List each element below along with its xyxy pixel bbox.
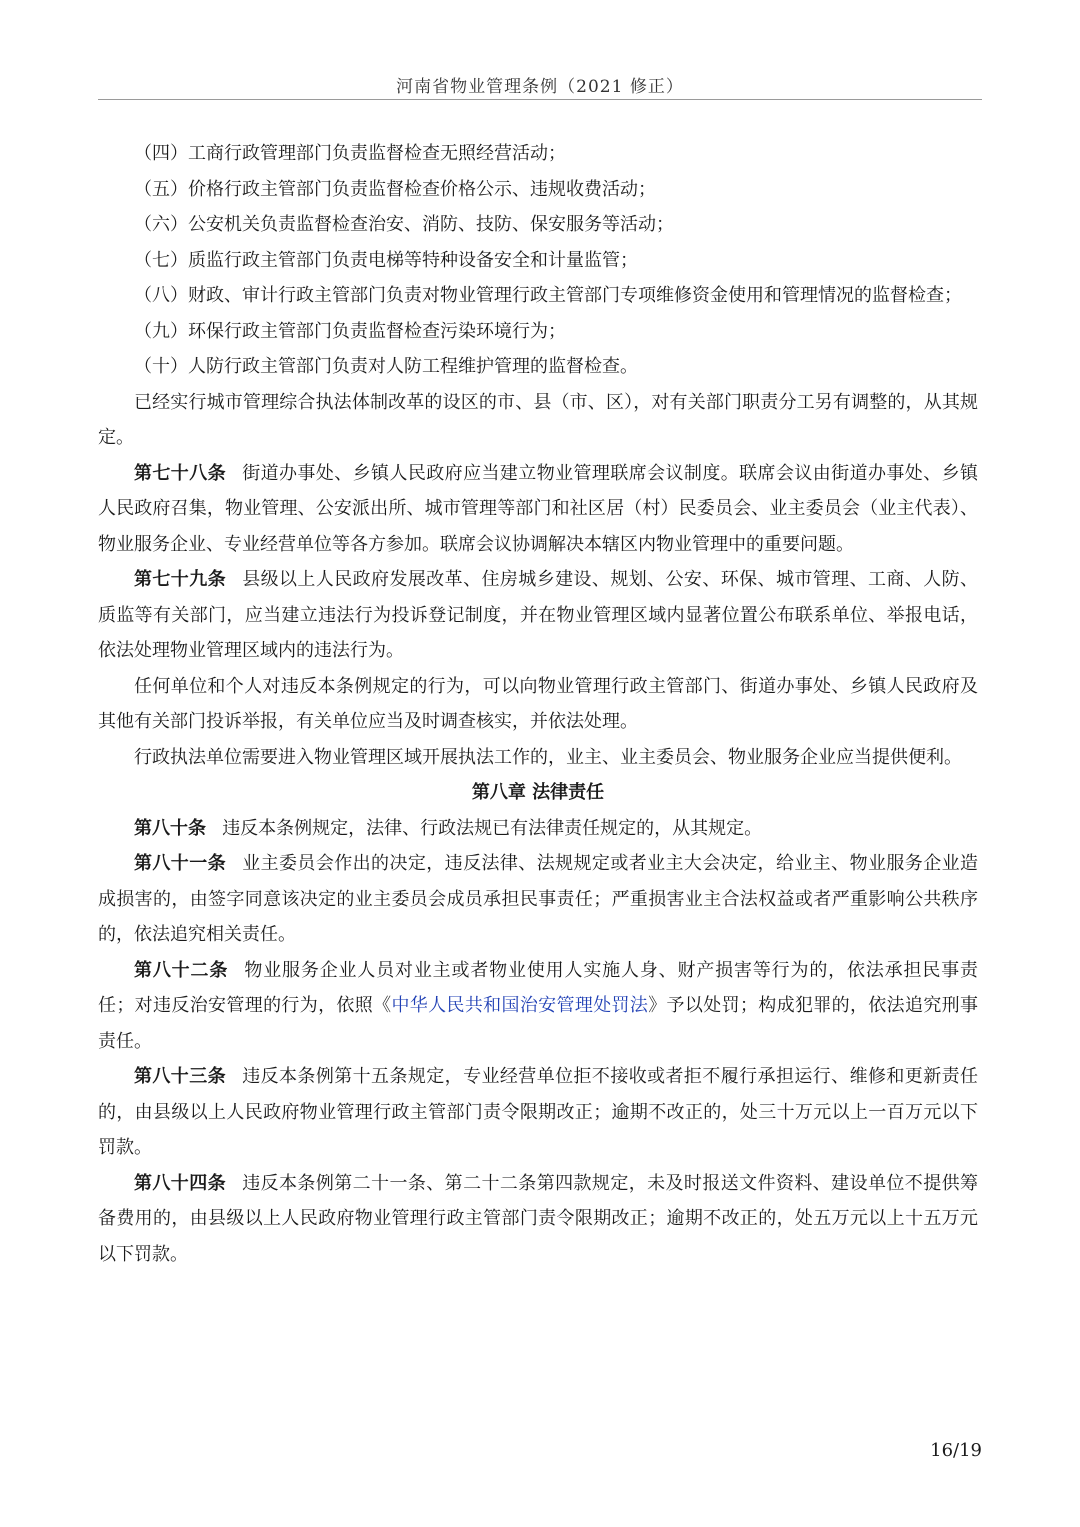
article-label: 第七十八条 — [134, 462, 227, 484]
article-83 — [98, 1059, 978, 1166]
article-text: 》予以处罚；构成犯罪的，依法追究刑事责任。 — [98, 995, 979, 1052]
item-5: （五）价格行政主管部门负责监督检查价格公示、违规收费活动； — [134, 178, 656, 200]
article-text: 违反本条例第十五条规定，专业经营单位拒不接收或者拒不履行承担运行、维修和更新责任的，由县级以上人民政府物业管理行政主管部门责令限期改正；逾期不改正的，处三十万元以上一百万元以下罚款。 — [98, 1066, 979, 1158]
chapter-heading: 第八章 法律责任 — [471, 782, 605, 803]
article-text: 业主委员会作出的决定，违反法律、法规规定或者业主大会决定，给业主、物业服务企业造成损害的，由签字同意该决定的业主委员会成员承担民事责任；严重损害业主合法权益或者严重影响公共秩序的，依法追究相关责任。 — [98, 853, 979, 945]
article-82 — [98, 953, 978, 1060]
law-link[interactable]: 中华人民共和国治安管理处罚法 — [391, 995, 649, 1016]
article-text: 违反本条例规定，法律、行政法规已有法律责任规定的，从其规定。 — [222, 817, 763, 839]
article-text: 违反本条例第二十一条、第二十二条第四款规定，未及时报送文件资料、建设单位不提供筹备费用的，由县级以上人民政府物业管理行政主管部门责令限期改正；逾期不改正的，处五万元以上十五万元以下罚款。 — [98, 1172, 979, 1265]
running-header: 河南省物业管理条例（2021 修正） — [396, 77, 684, 97]
article-label: 第七十九条 — [134, 569, 227, 590]
item-10: （十）人防行政主管部门负责对人防工程维护管理的监督检查。 — [134, 356, 638, 377]
article-81 — [98, 846, 978, 953]
article-text: 街道办事处、乡镇人民政府应当建立物业管理联席会议制度。联席会议由街道办事处、乡镇人民政府召集，物业管理、公安派出所、城市管理等部门和社区居（村）民委员会、业主委员会（业主代表）、物业服务企业、专业经营单位等各方参加。联席会议协调解决本辖区内物业管理中的重要问题。 — [98, 462, 979, 555]
article-84 — [98, 1166, 978, 1273]
item-7: （七）质监行政主管部门负责电梯等特种设备安全和计量监管； — [134, 249, 638, 271]
complaint-paragraph: 任何单位和个人对违反本条例规定的行为，可以向物业管理行政主管部门、街道办事处、乡镇人民政府及其他有关部门投诉举报，有关单位应当及时调查核实，并依法处理。 — [98, 675, 978, 732]
article-label: 第八十一条 — [134, 853, 227, 874]
article-label: 第八十条 — [134, 817, 206, 839]
document-body — [98, 136, 978, 1272]
article-label: 第八十二条 — [134, 959, 229, 981]
reform-paragraph: 已经实行城市管理综合执法体制改革的设区的市、县（市、区），对有关部门职责分工另有调整的，从其规定。 — [98, 391, 978, 448]
article-78 — [98, 456, 978, 563]
item-9: （九）环保行政主管部门负责监督检查污染环境行为； — [134, 320, 566, 342]
header-rule — [98, 99, 982, 100]
item-4: （四）工商行政管理部门负责监督检查无照经营活动； — [134, 143, 566, 164]
item-8: （八）财政、审计行政主管部门负责对物业管理行政主管部门专项维修资金使用和管理情况的监督检查； — [134, 285, 962, 306]
article-label: 第八十四条 — [134, 1172, 227, 1194]
item-6: （六）公安机关负责监督检查治安、消防、技防、保安服务等活动； — [134, 214, 674, 235]
article-label: 第八十三条 — [134, 1066, 227, 1087]
article-80 — [98, 811, 978, 847]
article-text: 物业服务企业人员对业主或者物业使用人实施人身、财产损害等行为的，依法承担民事责任；对违反治安管理的行为，依照《 — [98, 959, 979, 1016]
enforcement-paragraph: 行政执法单位需要进入物业管理区域开展执法工作的，业主、业主委员会、物业服务企业应当提供便利。 — [134, 746, 962, 768]
article-79 — [98, 562, 978, 669]
page-number: 16/19 — [930, 1440, 982, 1461]
article-text: 县级以上人民政府发展改革、住房城乡建设、规划、公安、环保、城市管理、工商、人防、质监等有关部门，应当建立违法行为投诉登记制度，并在物业管理区域内显著位置公布联系单位、举报电话，依法处理物业管理区域内的违法行为。 — [98, 569, 979, 661]
